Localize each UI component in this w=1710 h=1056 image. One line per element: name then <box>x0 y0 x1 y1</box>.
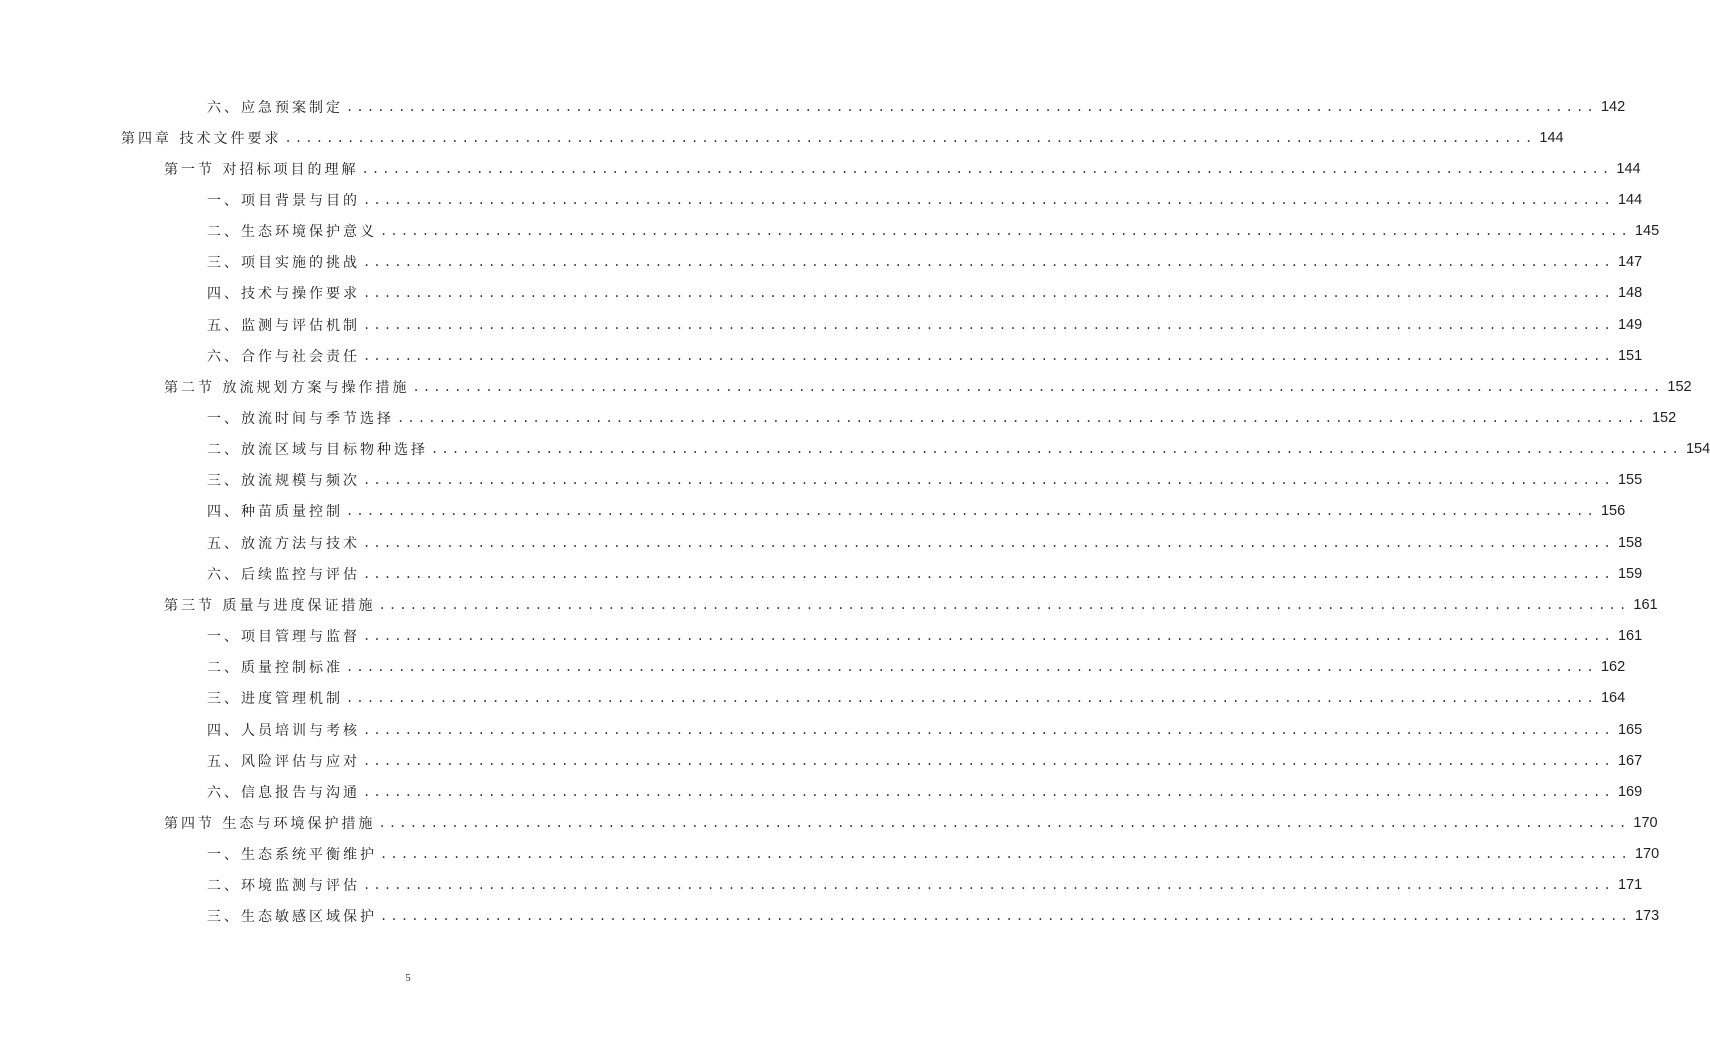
toc-entry-page-number: 173 <box>1634 908 1660 925</box>
toc-entry-page-number: 152 <box>1651 410 1677 426</box>
dot-leader: ........................................................................................................................ <box>397 411 1648 425</box>
toc-entry-title: 五、放流方法与技术 <box>207 535 360 552</box>
dot-leader: ........................................................................................................................ <box>412 379 1664 394</box>
toc-entry-title: 二、放流区域与目标物种选择 <box>207 442 428 459</box>
toc-entry[interactable] <box>121 122 1564 153</box>
toc-entry[interactable] <box>207 901 1660 932</box>
toc-entry[interactable] <box>207 434 1710 465</box>
dot-leader: ........................................................................................................................ <box>363 753 1614 768</box>
toc-entry-title: 第二节 放流规划方案与操作措施 <box>164 379 410 396</box>
toc-entry-title: 六、应急预案制定 <box>207 99 343 116</box>
toc-entry[interactable] <box>207 621 1643 652</box>
toc-entry[interactable] <box>207 496 1626 527</box>
toc-entry[interactable] <box>207 839 1660 870</box>
toc-entry[interactable] <box>164 153 1641 184</box>
toc-entry[interactable] <box>207 465 1643 496</box>
dot-leader: ........................................................................................................................ <box>346 660 1597 675</box>
toc-entry-title: 五、监测与评估机制 <box>207 317 360 334</box>
toc-entry[interactable] <box>207 278 1643 309</box>
toc-entry-page-number: 170 <box>1634 846 1660 863</box>
dot-leader: ........................................................................................................................ <box>378 597 1630 612</box>
toc-entry-page-number: 171 <box>1617 877 1643 894</box>
toc-entry-title: 第三节 质量与进度保证措施 <box>164 597 376 614</box>
toc-entry-title: 第四章 技术文件要求 <box>121 130 282 147</box>
toc-entry-title: 三、项目实施的挑战 <box>207 255 360 272</box>
toc-entry-title: 第四节 生态与环境保护措施 <box>164 815 376 832</box>
dot-leader: ........................................................................................................................ <box>363 566 1614 581</box>
toc-entry-title: 二、环境监测与评估 <box>207 878 360 895</box>
toc-entry-page-number: 149 <box>1617 316 1643 333</box>
toc-entry-page-number: 144 <box>1539 129 1564 146</box>
dot-leader: ........................................................................................................................ <box>363 784 1614 799</box>
toc-entry-title: 二、质量控制标准 <box>207 660 343 677</box>
dot-leader: ........................................................................................................................ <box>380 909 1631 924</box>
toc-entry-title: 六、后续监控与评估 <box>207 566 360 583</box>
toc-entry-page-number: 164 <box>1600 690 1626 707</box>
dot-leader: ........................................................................................................................ <box>363 348 1614 363</box>
toc-entry[interactable] <box>164 589 1658 620</box>
dot-leader: ........................................................................................................................ <box>363 255 1614 270</box>
toc-entry-title: 三、进度管理机制 <box>207 691 343 708</box>
toc-entry-page-number: 167 <box>1617 752 1643 769</box>
toc-entry-title: 四、技术与操作要求 <box>207 286 360 303</box>
toc-entry[interactable] <box>207 340 1643 371</box>
toc-entry[interactable] <box>164 371 1692 402</box>
toc-entry-page-number: 155 <box>1617 472 1643 489</box>
dot-leader: ........................................................................................................................ <box>363 722 1614 737</box>
dot-leader: ........................................................................................................................ <box>378 815 1630 830</box>
toc-entry[interactable] <box>207 683 1626 714</box>
toc-entry[interactable] <box>207 714 1643 745</box>
dot-leader: ........................................................................................................................ <box>346 504 1597 519</box>
dot-leader: ........................................................................................................................ <box>361 161 1613 176</box>
dot-leader: ........................................................................................................................ <box>380 847 1631 862</box>
toc-entry-title: 第一节 对招标项目的理解 <box>164 161 359 178</box>
toc-entry-page-number: 148 <box>1617 285 1643 302</box>
toc-entry-title: 三、放流规模与频次 <box>207 473 360 490</box>
toc-entry-page-number: 162 <box>1600 659 1626 676</box>
toc-entry[interactable] <box>207 527 1643 558</box>
dot-leader: ........................................................................................................................ <box>363 878 1614 893</box>
toc-entry-page-number: 161 <box>1617 628 1643 645</box>
dot-leader: ........................................................................................................................ <box>363 629 1614 644</box>
toc-entry[interactable] <box>207 870 1643 901</box>
toc-entry-page-number: 147 <box>1617 254 1643 271</box>
dot-leader: ........................................................................................................................ <box>346 691 1597 706</box>
toc-entry-page-number: 158 <box>1617 534 1643 551</box>
dot-leader: ........................................................................................................................ <box>284 130 1536 145</box>
toc-entry[interactable] <box>164 807 1658 838</box>
toc-entry[interactable] <box>207 558 1643 589</box>
toc-entry[interactable] <box>207 652 1626 683</box>
toc-entry[interactable] <box>207 247 1643 278</box>
dot-leader: ........................................................................................................................ <box>363 317 1614 332</box>
page-number: 5 <box>405 972 411 984</box>
toc-entry[interactable] <box>207 776 1643 807</box>
dot-leader: ........................................................................................................................ <box>363 535 1614 550</box>
dot-leader: ........................................................................................................................ <box>363 192 1614 207</box>
toc-entry-title: 一、生态系统平衡维护 <box>207 847 377 864</box>
toc-entry-page-number: 144 <box>1616 160 1641 177</box>
dot-leader: ........................................................................................................................ <box>363 473 1614 488</box>
toc-entry[interactable] <box>207 309 1643 340</box>
toc-entry-page-number: 165 <box>1617 721 1643 738</box>
toc-entry-title: 六、合作与社会责任 <box>207 348 360 365</box>
toc-entry-page-number: 169 <box>1617 783 1643 800</box>
toc-entry[interactable] <box>207 184 1643 215</box>
toc-entry[interactable] <box>207 403 1677 434</box>
toc-entry[interactable] <box>207 216 1660 247</box>
toc-entry-page-number: 144 <box>1617 191 1643 208</box>
toc-entry-title: 四、种苗质量控制 <box>207 504 343 521</box>
toc-entry-page-number: 145 <box>1634 223 1660 240</box>
toc-entry-title: 四、人员培训与考核 <box>207 722 360 739</box>
toc-entry-title: 五、风险评估与应对 <box>207 753 360 770</box>
toc-entry-page-number: 159 <box>1617 565 1643 582</box>
toc-entry-page-number: 154 <box>1685 441 1710 458</box>
toc-entry-title: 一、放流时间与季节选择 <box>207 411 394 427</box>
toc-entry-title: 六、信息报告与沟通 <box>207 784 360 801</box>
toc-entry[interactable] <box>207 745 1643 776</box>
toc-entry-title: 二、生态环境保护意义 <box>207 224 377 241</box>
toc-entry[interactable] <box>207 91 1626 122</box>
toc-entry-page-number: 142 <box>1600 98 1626 115</box>
toc-entry-title: 一、项目背景与目的 <box>207 192 360 209</box>
toc-entry-title: 三、生态敏感区域保护 <box>207 909 377 926</box>
dot-leader: ........................................................................................................................ <box>363 286 1614 301</box>
toc-entry-page-number: 151 <box>1617 347 1643 364</box>
dot-leader: ........................................................................................................................ <box>380 224 1631 239</box>
dot-leader: ........................................................................................................................ <box>346 99 1597 114</box>
toc-entry-page-number: 170 <box>1633 814 1658 831</box>
dot-leader: ........................................................................................................................ <box>431 442 1682 457</box>
toc-entry-title: 一、项目管理与监督 <box>207 629 360 646</box>
toc-entry-page-number: 156 <box>1600 503 1626 520</box>
toc-entry-page-number: 161 <box>1633 596 1658 613</box>
toc-entry-page-number: 152 <box>1667 378 1692 395</box>
